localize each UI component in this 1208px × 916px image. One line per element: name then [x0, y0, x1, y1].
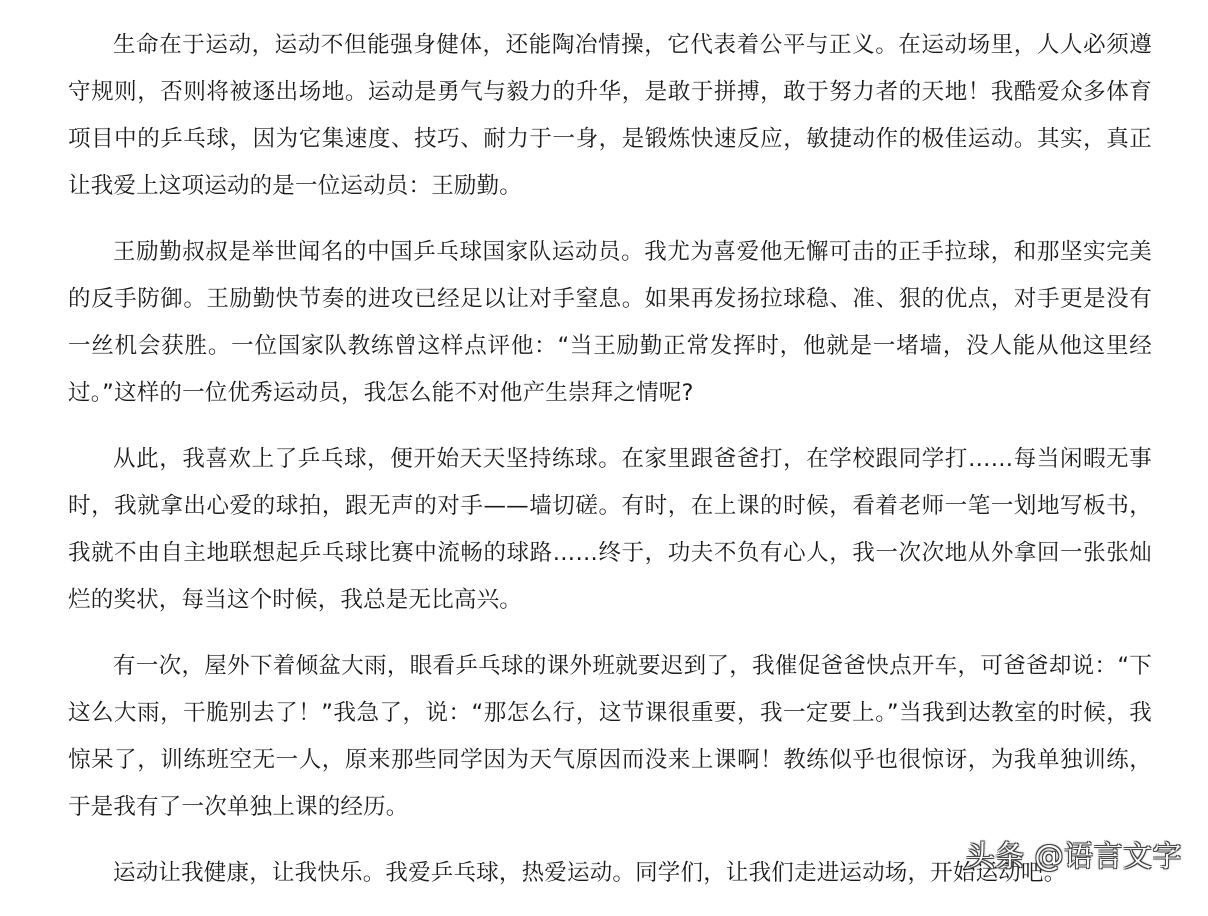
paragraph-4: 有一次，屋外下着倾盆大雨，眼看乒乓球的课外班就要迟到了，我催促爸爸快点开车，可爸爸却说：“下这么大雨，干脆别去了！”我急了，说：“那怎么行，这节课很重要，我一定要上。”当我到达教室的时候，我惊呆了，训练班空无一人，原来那些同学因为天气原因而没来上课啊！教练似乎也很惊讶，为我单独训练，于是我有了一次单独上课的经历。	[68, 653, 1152, 820]
paragraph-2: 王励勤叔叔是举世闻名的中国乒乓球国家队运动员。我尤为喜爱他无懈可击的正手拉球，和那坚实完美的反手防御。王励勤快节奏的进攻已经足以让对手窒息。如果再发扬拉球稳、准、狠的优点，对手更是没有一丝机会获胜。一位国家队教练曾这样点评他：“当王励勤正常发挥时，他就是一堵墙，没人能从他这里经过。”这样的一位优秀运动员，我怎么能不对他产生崇拜之情呢?	[68, 239, 1152, 406]
paragraph-3: 从此，我喜欢上了乒乓球，便开始天天坚持练球。在家里跟爸爸打，在学校跟同学打……每当闲暇无事时，我就拿出心爱的球拍，跟无声的对手——墙切磋。有时，在上课的时候，看着老师一笔一划地写板书，我就不由自主地联想起乒乓球比赛中流畅的球路……终于，功夫不负有心人，我一次次地从外拿回一张张灿烂的奖状，每当这个时候，我总是无比高兴。	[68, 446, 1152, 613]
paragraph-1: 生命在于运动，运动不但能强身健体，还能陶冶情操，它代表着公平与正义。在运动场里，人人必须遵守规则，否则将被逐出场地。运动是勇气与毅力的升华，是敢于拼搏，敢于努力者的天地！我酷爱众多体育项目中的乒乓球，因为它集速度、技巧、耐力于一身，是锻炼快速反应，敏捷动作的极佳运动。其实，真正让我爱上这项运动的是一位运动员：王励勤。	[68, 32, 1152, 199]
article-body	[68, 22, 1152, 916]
paragraph-5: 运动让我健康，让我快乐。我爱乒乓球，热爱运动。同学们，让我们走进运动场，开始运动吧。	[113, 860, 1067, 886]
toutiao-watermark: 头条 @语言文字	[965, 839, 1182, 873]
